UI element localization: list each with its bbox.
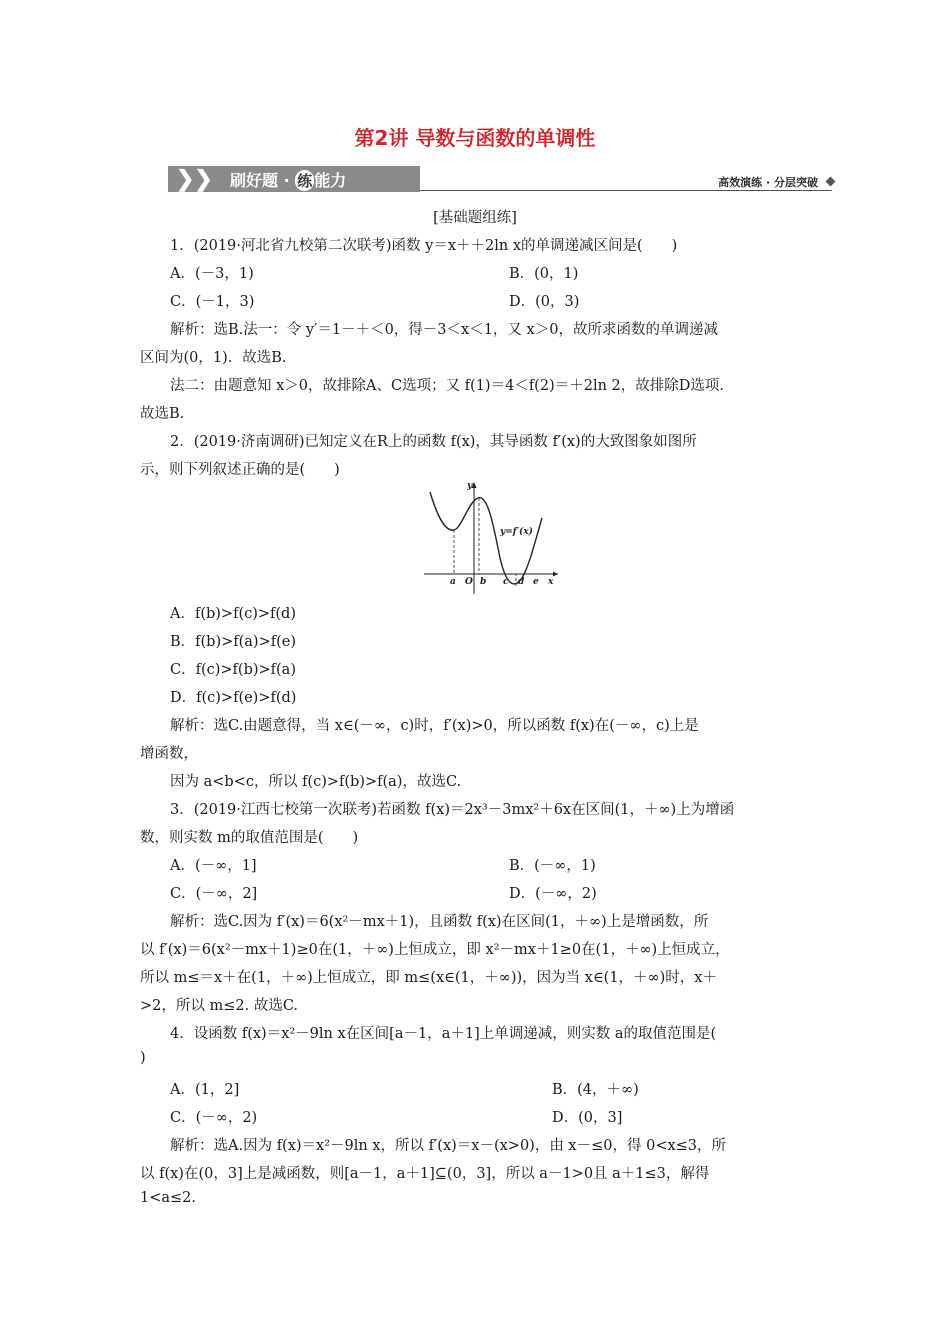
axis-label-y: y <box>467 481 473 491</box>
text-line: 3．(2019·江西七校第一次联考)若函数 f(x)＝2x³－3mx²＋6x在区间(1，＋∞)上为增函 <box>170 802 735 818</box>
banner-label: 刷好题 · 练 能力 <box>230 171 347 190</box>
option: A．(－3，1) <box>170 266 254 282</box>
text-line: 所以 m≤＝x＋在(1，＋∞)上恒成立，即 m≤(x∈(1，＋∞))，因为当 x∈(1，＋∞)时，x＋ <box>140 970 717 986</box>
section-heading: [基础题组练] <box>433 210 517 226</box>
option: C．(－∞，2) <box>170 1110 258 1126</box>
text-line: 法二：由题意知 x＞0，故排除A、C选项；又 f(1)＝4＜f(2)＝＋2ln 2，故排除D选项. <box>170 378 724 394</box>
text-line: 解析：选C.由题意得，当 x∈(－∞，c)时，f′(x)>0，所以函数 f(x)在(－∞，c)上是 <box>170 718 699 734</box>
banner-label-left2: 能力 <box>314 171 347 190</box>
axis-label-x: x <box>548 577 554 587</box>
text-line: 以 f′(x)＝6(x²－mx＋1)≥0在(1，＋∞)上恒成立，即 x²－mx＋1≥0在(1，＋∞)上恒成立， <box>140 942 730 958</box>
text-line: 以 f(x)在(0，3]上是减函数，则[a－1，a＋1]⊆(0，3]，所以 a－1>0且 a＋1≤3，解得 <box>140 1166 710 1182</box>
diamond-icon <box>826 177 836 187</box>
option: A．f(b)>f(c)>f(d) <box>170 606 296 622</box>
option: D．f(c)>f(e)>f(d) <box>170 690 297 706</box>
text-line: 1．(2019·河北省九校第二次联考)函数 y＝x＋＋2ln x的单调递减区间是( ) <box>170 238 678 254</box>
text-line: 增函数， <box>140 746 198 762</box>
banner-label-left: 刷好题 <box>230 171 279 190</box>
curve-label: y=f′(x) <box>500 527 533 537</box>
point-label-e: e <box>533 577 539 587</box>
derivative-graph <box>424 478 560 594</box>
banner-tagline: 高效演练 · 分层突破 <box>718 176 818 189</box>
option: B．(0，1) <box>509 266 579 282</box>
text-line: 解析：选B.法一：令 y′＝1－＋＜0，得－3＜x＜1，又 x＞0，故所求函数的单调递减 <box>170 322 718 338</box>
point-label-a: a <box>450 577 456 587</box>
text-line: 解析：选C.因为 f′(x)＝6(x²－mx＋1)，且函数 f(x)在区间(1，＋∞)上是增函数，所 <box>170 914 709 930</box>
chevron-right-icon: ❯❯ <box>176 166 213 192</box>
option: D．(0，3) <box>509 294 580 310</box>
option: A．(1，2] <box>170 1082 240 1098</box>
text-line: >2，所以 m≤2. 故选C. <box>140 998 299 1014</box>
banner-circle: 练 <box>297 172 313 190</box>
option: D．(0，3] <box>552 1110 623 1126</box>
point-label-d: d <box>518 577 525 587</box>
page-title: 第2讲 导数与函数的单调性 <box>354 126 596 150</box>
text-line: 1<a≤2. <box>140 1190 197 1206</box>
section-banner <box>168 162 840 196</box>
text-line: 2．(2019·济南调研)已知定义在R上的函数 f(x)，其导函数 f′(x)的大致图象如图所 <box>170 434 697 450</box>
text-line: 故选B. <box>140 406 185 422</box>
text-line: ) <box>140 1050 146 1066</box>
option: C．f(c)>f(b)>f(a) <box>170 662 296 678</box>
option: C．(－1，3) <box>170 294 255 310</box>
option: B．(4，＋∞) <box>552 1082 639 1098</box>
option: C．(－∞，2] <box>170 886 258 902</box>
text-line: 数，则实数 m的取值范围是( ) <box>140 830 359 846</box>
option: B．f(b)>f(a)>f(e) <box>170 634 297 650</box>
point-label-b: b <box>480 577 487 587</box>
banner-divider <box>420 190 832 191</box>
option: B．(－∞，1) <box>509 858 596 874</box>
option: A．(－∞，1] <box>170 858 257 874</box>
option: D．(－∞，2) <box>509 886 597 902</box>
point-label-c: c <box>503 577 509 587</box>
text-line: 因为 a<b<c，所以 f(c)>f(b)>f(a)，故选C. <box>170 774 462 790</box>
text-line: 解析：选A.因为 f(x)＝x²－9ln x，所以 f′(x)＝x－(x>0)，由 x－≤0，得 0<x≤3，所 <box>170 1138 727 1154</box>
text-line: 示，则下列叙述正确的是( ) <box>140 462 340 478</box>
text-line: 区间为(0，1)．故选B. <box>140 350 287 366</box>
origin-label: O <box>465 577 473 587</box>
text-line: 4．设函数 f(x)＝x²－9ln x在区间[a－1，a＋1]上单调递减，则实数 a的取值范围是( <box>170 1026 717 1042</box>
